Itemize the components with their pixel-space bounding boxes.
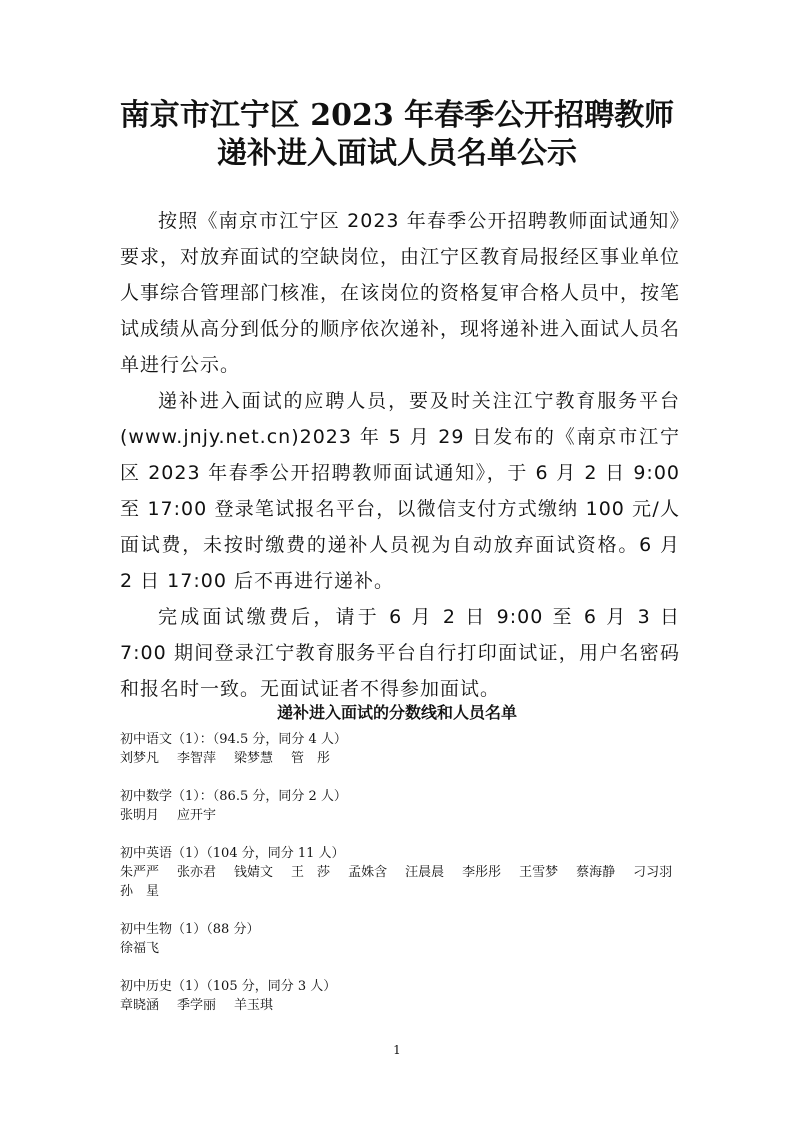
candidate-name: 张亦君 [177, 865, 217, 880]
group-english [120, 844, 700, 901]
candidate-name: 应开宇 [177, 808, 217, 823]
candidate-name: 钱婧文 [234, 865, 274, 880]
name-list [120, 939, 700, 958]
page-number: 1 [393, 1043, 401, 1057]
paragraph-2: 递补进入面试的应聘人员，要及时关注江宁教育服务平台(www.jnjy.net.cn)2023 年 5 月 29 日发布的《南京市江宁区 2023 年春季公开招聘教师面试通知》，于 6 月 2 日 9:00 至 17:00 登录笔试报名平台，以微信支付方式缴纳 100 元/人面试费，未按时缴费的递补人员视为自动放弃面试资格。6 月 2 日 17:00 后不再进行递补。 [120, 390, 680, 592]
body-text [120, 203, 680, 707]
candidate-name: 孟姝含 [348, 865, 388, 880]
candidate-name: 王雪梦 [519, 865, 559, 880]
candidate-name: 孙 星 [120, 884, 160, 899]
candidate-name: 李彤彤 [462, 865, 502, 880]
name-list [120, 806, 700, 825]
candidate-name: 刘梦凡 [120, 751, 160, 766]
group-math [120, 787, 700, 825]
candidate-name: 梁梦慧 [234, 751, 274, 766]
candidate-name: 蔡海静 [576, 865, 616, 880]
group-head: 初中数学（1）：（86.5 分，同分 2 人） [120, 789, 347, 804]
page-title-line-2: 递补进入面试人员名单公示 [217, 136, 577, 171]
candidate-name: 季学丽 [177, 998, 217, 1013]
name-list [120, 749, 700, 768]
candidate-name: 刁习羽 [633, 865, 673, 880]
group-history [120, 977, 700, 1015]
candidate-name: 张明月 [120, 808, 160, 823]
candidate-list [120, 730, 700, 1034]
candidate-name: 朱严严 [120, 865, 160, 880]
candidate-name: 章晓涵 [120, 998, 160, 1013]
group-biology [120, 920, 700, 958]
group-head: 初中历史（1）（105 分，同分 3 人） [120, 979, 337, 994]
name-list [120, 863, 700, 901]
paragraph-3: 完成面试缴费后，请于 6 月 2 日 9:00 至 6 月 3 日 7:00 期间登录江宁教育服务平台自行打印面试证，用户名密码和报名时一致。无面试证者不得参加面试。 [120, 606, 680, 700]
list-heading: 递补进入面试的分数线和人员名单 [276, 703, 517, 722]
paragraph-1: 按照《南京市江宁区 2023 年春季公开招聘教师面试通知》要求，对放弃面试的空缺岗位，由江宁区教育局报经区事业单位人事综合管理部门核准，在该岗位的资格复审合格人员中，按笔试成绩从高分到低分的顺序依次递补，现将递补进入面试人员名单进行公示。 [120, 210, 681, 376]
candidate-name: 管 彤 [291, 751, 331, 766]
candidate-name: 汪晨晨 [405, 865, 445, 880]
page-title-line-1: 南京市江宁区 2023 年春季公开招聘教师 [119, 98, 675, 133]
group-head: 初中语文（1）：（94.5 分，同分 4 人） [120, 732, 347, 747]
group-head: 初中生物（1）（88 分） [120, 922, 260, 937]
group-chinese [120, 730, 700, 768]
group-head: 初中英语（1）（104 分，同分 11 人） [120, 846, 345, 861]
candidate-name: 羊玉琪 [234, 998, 274, 1013]
candidate-name: 徐福飞 [120, 941, 160, 956]
name-list [120, 996, 700, 1015]
candidate-name: 王 莎 [291, 865, 331, 880]
candidate-name: 李智萍 [177, 751, 217, 766]
